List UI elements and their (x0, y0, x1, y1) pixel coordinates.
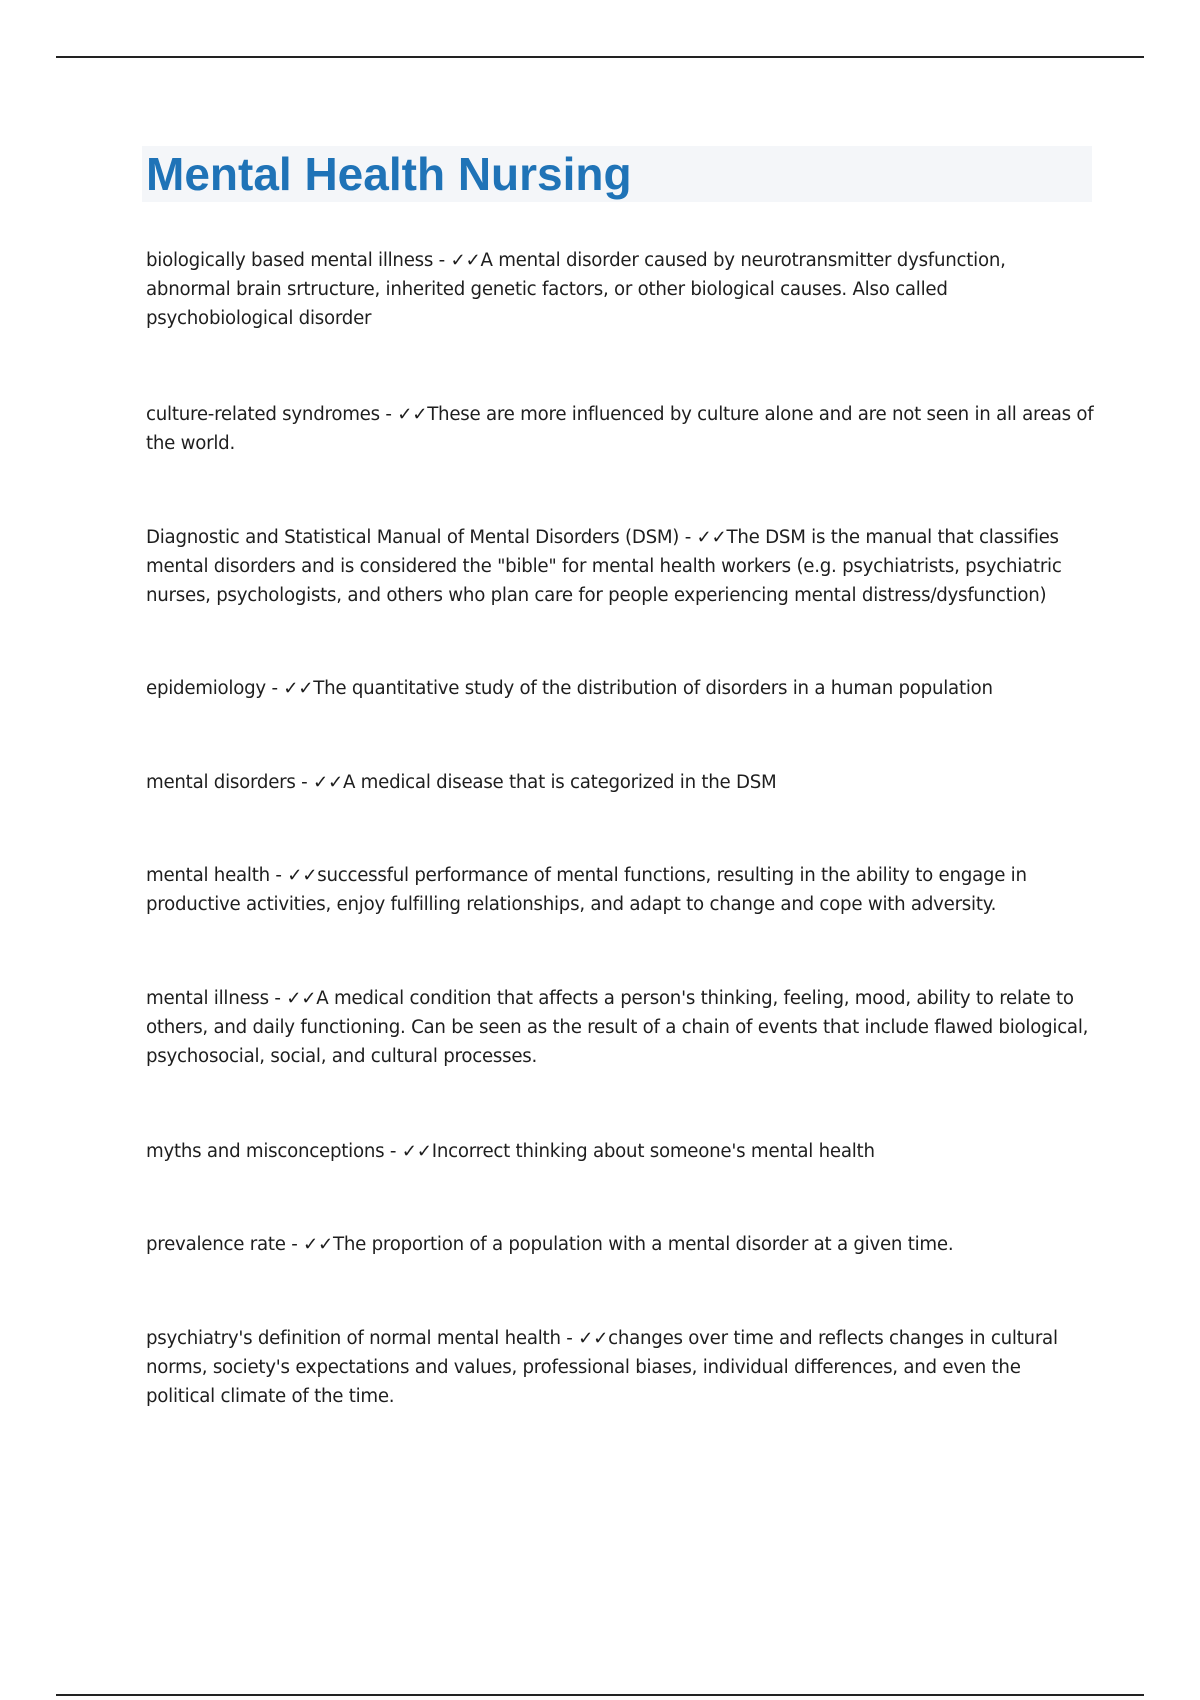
glossary-entry (146, 1137, 1094, 1166)
entry-check-separator: - ✓✓ (379, 404, 428, 425)
entry-check-separator: - ✓✓ (285, 1234, 334, 1255)
entry-term: myths and misconceptions (146, 1141, 385, 1162)
entry-term: epidemiology (146, 678, 266, 699)
entry-definition: successful performance of mental functions, resulting in the ability to engage in productive activities, enjoy fulfilling relationships, and adapt to change and cope with adversity. (146, 865, 1027, 915)
entry-term: Diagnostic and Statistical Manual of Mental Disorders (DSM) (146, 527, 680, 548)
bottom-rule (56, 1694, 1144, 1696)
entry-definition: A medical condition that affects a person's thinking, feeling, mood, ability to relate to others, and daily functioning. Can be seen as the result of a chain of events that include flawed biological, psychosocial, social, and cultural processes. (146, 988, 1089, 1067)
entry-definition: Incorrect thinking about someone's mental health (431, 1141, 875, 1162)
entry-definition: These are more influenced by culture alone and are not seen in all areas of the world. (146, 404, 1094, 454)
entry-term: culture-related syndromes (146, 404, 380, 425)
glossary-entry (146, 768, 1094, 797)
glossary-entry (146, 523, 1094, 610)
entry-check-separator: - ✓✓ (560, 1328, 609, 1349)
entry-definition: The quantitative study of the distribution of disorders in a human population (313, 678, 993, 699)
glossary-entry (146, 861, 1094, 919)
entry-definition: The DSM is the manual that classifies mental disorders and is considered the "bible" for mental health workers (e.g. psychiatrists, psychiatric nurses, psychologists, and others who plan care for people experiencing mental distress/dysfunction) (146, 527, 1062, 606)
glossary-entry (146, 1230, 1094, 1259)
entry-term: biologically based mental illness (146, 250, 434, 271)
entry-check-separator: - ✓✓ (295, 772, 343, 793)
entry-check-separator: - ✓✓ (679, 527, 727, 548)
glossary-entry (146, 1324, 1094, 1411)
entry-definition: changes over time and reflects changes in cultural norms, society's expectations and values, professional biases, individual differences, and even the political climate of the time. (146, 1328, 1058, 1407)
title-banner (142, 146, 1092, 202)
entry-definition: A mental disorder caused by neurotransmitter dysfunction, abnormal brain srtructure, inherited genetic factors, or other biological causes. Also called psychobiological disorder (146, 250, 1006, 329)
glossary-entry (146, 984, 1094, 1071)
entry-term: prevalence rate (146, 1234, 286, 1255)
entry-check-separator: - ✓✓ (384, 1141, 432, 1162)
entry-check-separator: - ✓✓ (433, 250, 481, 271)
entry-check-separator: - ✓✓ (269, 865, 318, 886)
glossary-entry (146, 674, 1094, 703)
entry-term: psychiatry's definition of normal mental health (146, 1328, 561, 1349)
entry-check-separator: - ✓✓ (265, 678, 314, 699)
glossary-entry (146, 400, 1094, 458)
page-title: Mental Health Nursing (146, 148, 632, 200)
glossary-entry (146, 246, 1094, 333)
entry-term: mental disorders (146, 772, 296, 793)
entry-definition: The proportion of a population with a mental disorder at a given time. (333, 1234, 954, 1255)
entry-term: mental health (146, 865, 270, 886)
top-rule (56, 56, 1144, 58)
entry-definition: A medical disease that is categorized in the DSM (342, 772, 777, 793)
entry-check-separator: - ✓✓ (268, 988, 317, 1009)
entry-term: mental illness (146, 988, 269, 1009)
